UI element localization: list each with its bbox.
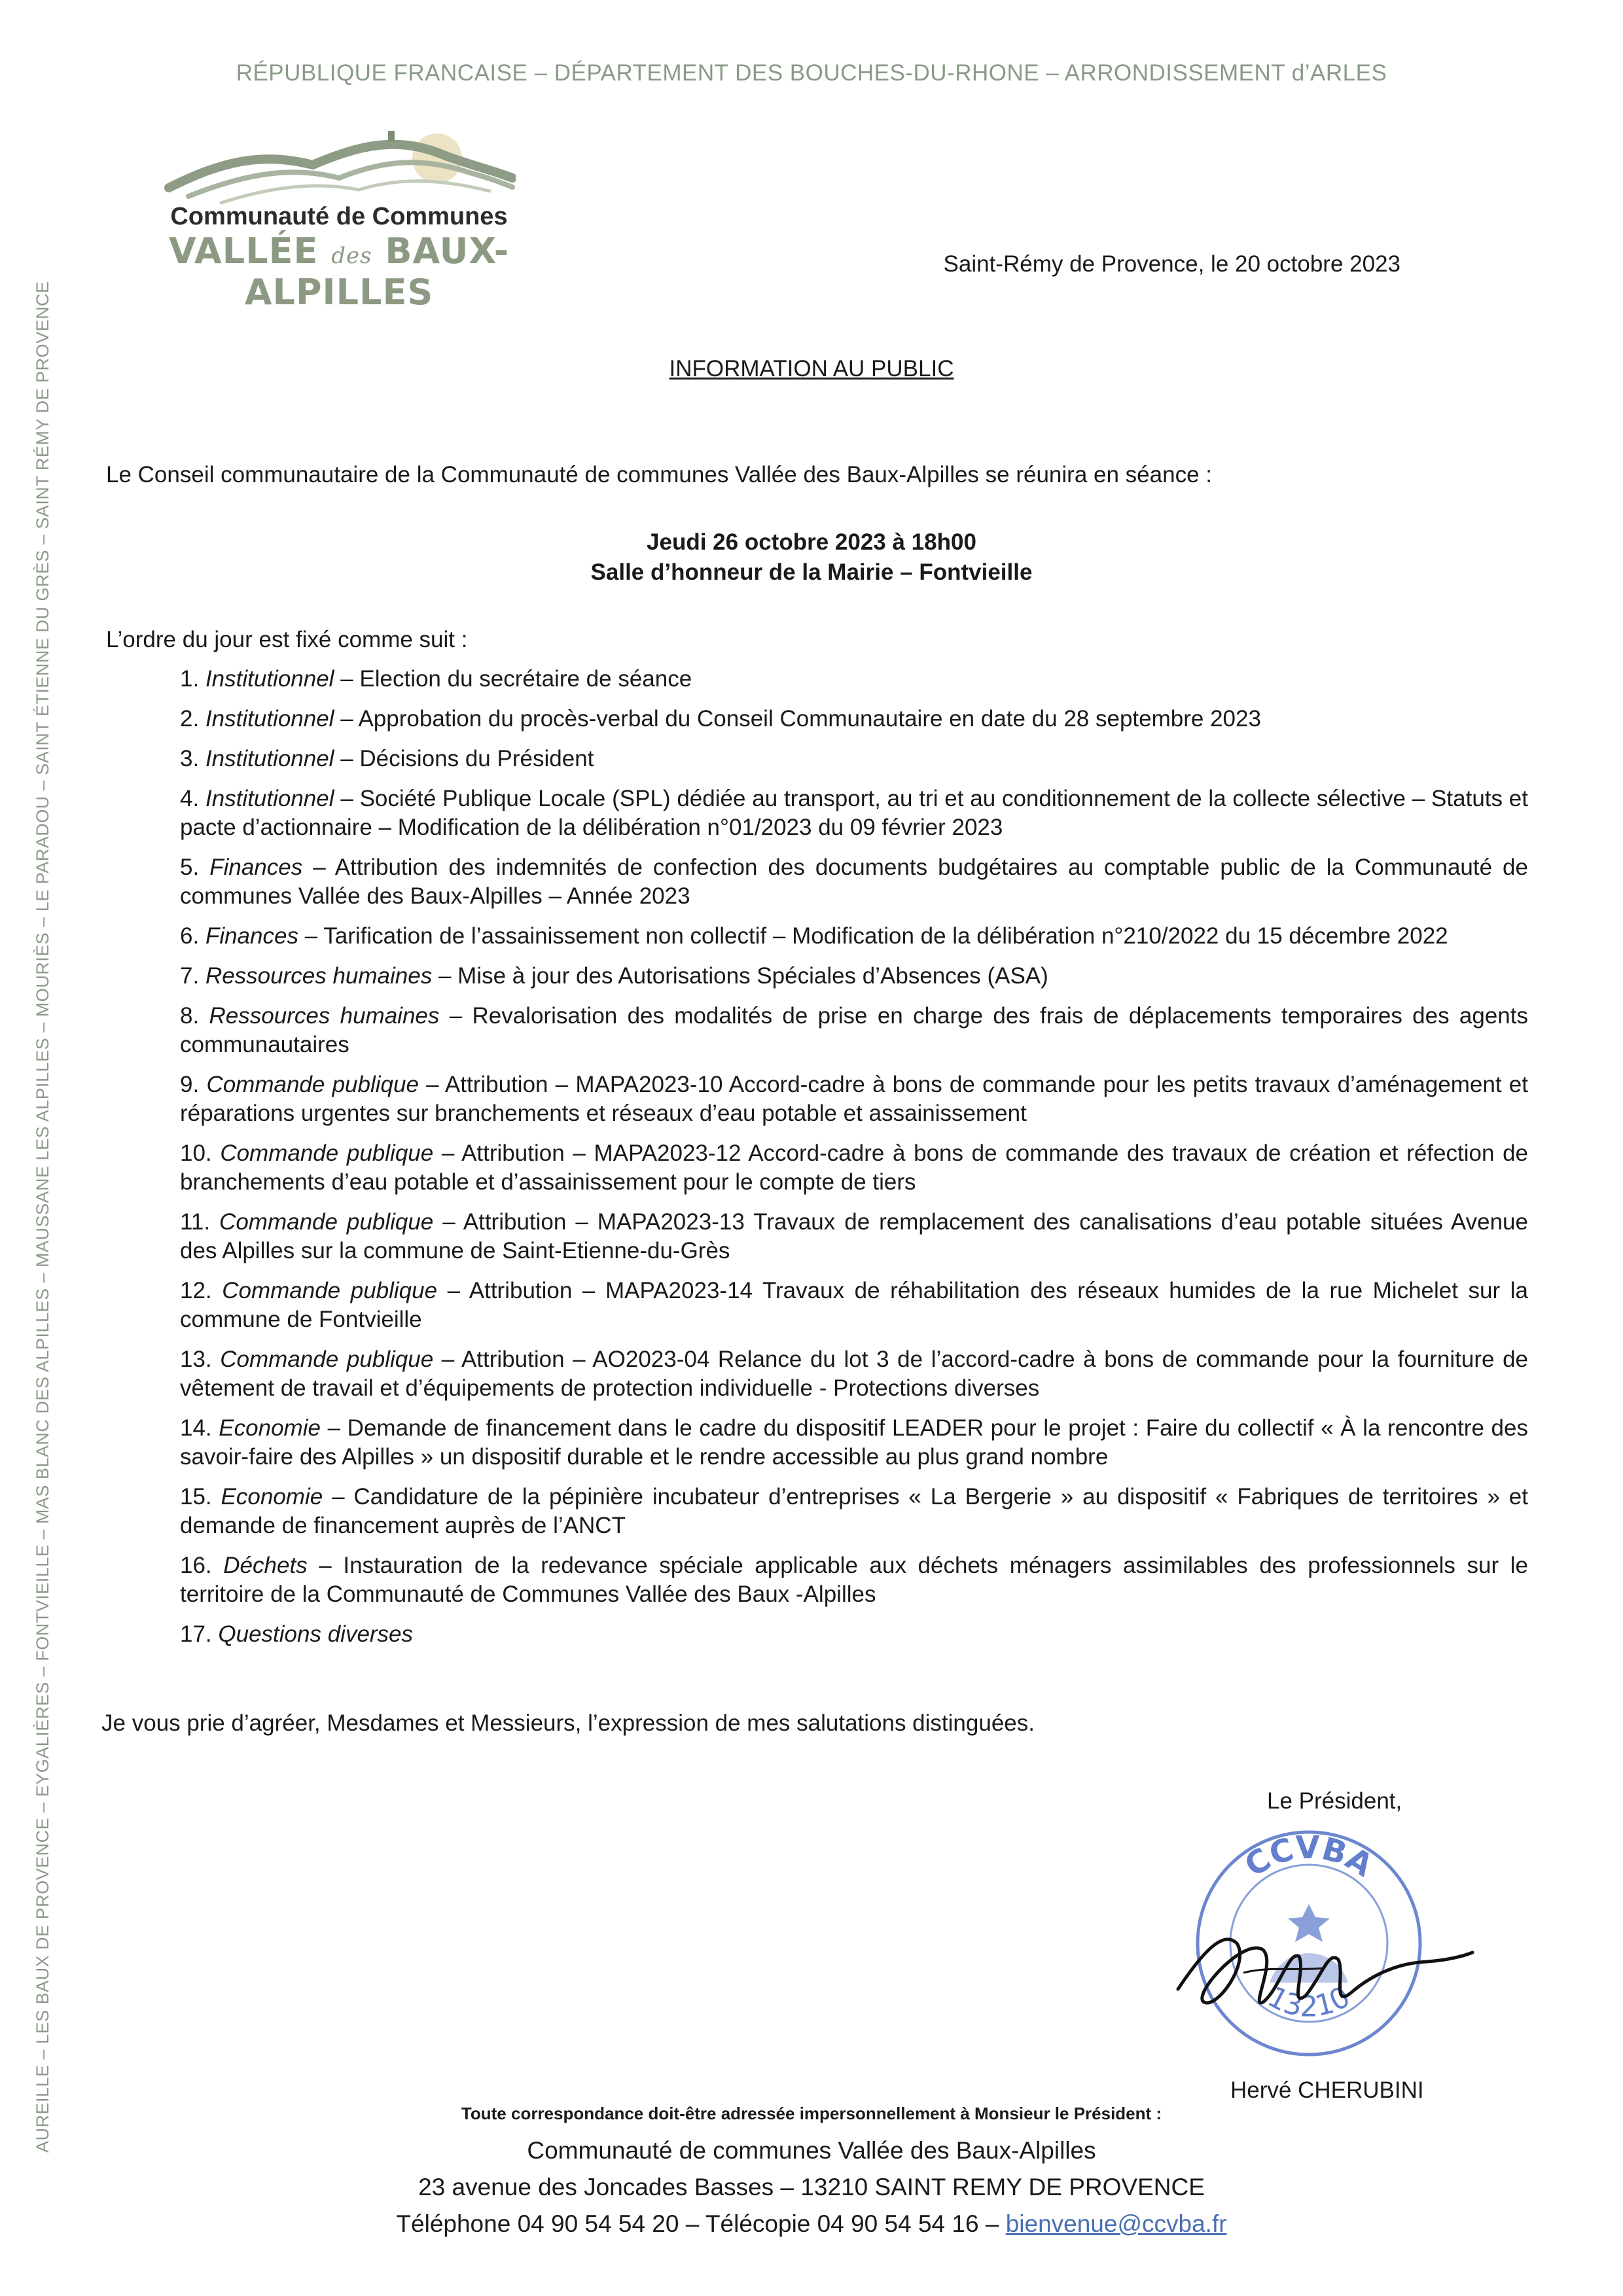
agenda-item-text: – Election du secrétaire de séance	[334, 666, 692, 692]
agenda-item-text: – Approbation du procès-verbal du Conseil Communautaire en date du 28 septembre 2023	[334, 706, 1261, 732]
meeting-venue: Salle d’honneur de la Mairie – Fontvieille	[590, 559, 1033, 585]
agenda-item-category: Questions diverses	[218, 1621, 414, 1647]
closing-text: Je vous prie d’agréer, Mesdames et Messieurs, l’expression de mes salutations distinguées.	[101, 1710, 1035, 1736]
intro-text: Le Conseil communautaire de la Communauté de communes Vallée des Baux-Alpilles se réunira en séance :	[106, 462, 1212, 487]
agenda-item-number: 11.	[180, 1209, 211, 1235]
agenda-item-number: 14.	[180, 1415, 212, 1441]
agenda-item-text: – Mise à jour des Autorisations Spéciales d’Absences (ASA)	[432, 963, 1048, 989]
agenda-item	[180, 1002, 1528, 1059]
footer-phone: Téléphone 04 90 54 54 20 – Télécopie 04 90 54 54 16 –	[396, 2210, 1006, 2237]
meeting-info	[0, 527, 1623, 588]
agenda-item	[180, 1277, 1528, 1334]
agenda-item	[180, 1620, 1528, 1649]
agenda-item	[180, 1070, 1528, 1128]
agenda-item-category: Finances	[205, 923, 298, 949]
agenda-item-text: – Décisions du Président	[334, 746, 594, 771]
logo-line-1: Communauté de Communes	[170, 203, 508, 230]
logo	[162, 126, 516, 313]
agenda-item-number: 13.	[180, 1347, 212, 1372]
agenda-item	[180, 705, 1528, 733]
agenda-item-number: 2.	[180, 706, 200, 732]
agenda-item	[180, 785, 1528, 842]
agenda-item-number: 3.	[180, 746, 200, 771]
president-name: Hervé CHERUBINI	[1230, 2077, 1424, 2103]
agenda-item-text: – Attribution – AO2023-04 Relance du lot 3 de l’accord-cadre à bons de commande pour la fourniture de vêtement de travail et d’équipements de protection individuelle - Protections diverses	[180, 1347, 1529, 1401]
notice-title: INFORMATION AU PUBLIC	[669, 356, 954, 381]
agenda-item-text: – Demande de financement dans le cadre du dispositif LEADER pour le projet : Faire du collectif « À la rencontre des savoir-faire des Alpilles » un dispositif durable et le rendre accessible au plus grand nombre	[180, 1415, 1528, 1470]
member-communes-sidebar: AUREILLE – LES BAUX DE PROVENCE – EYGALIÈRES – FONTVIEILLE – MAS BLANC DES ALPILLES – MAUSSANE LES ALPILLES – MOURIÈS – LE PARADOU – SAINT ÉTIENNE DU GRÈS – SAINT RÉMY DE PROVENCE	[33, 281, 52, 2153]
agenda-item-category: Economie	[221, 1484, 323, 1510]
agenda-item-category: Commande publique	[219, 1209, 434, 1235]
logo-des: des	[331, 243, 372, 269]
logo-mountains-icon	[162, 126, 516, 211]
agenda-item	[180, 962, 1528, 991]
agenda-item	[180, 1483, 1528, 1540]
agenda-item-category: Institutionnel	[205, 706, 334, 732]
agenda-item	[180, 1139, 1528, 1197]
agenda-item-category: Déchets	[223, 1553, 308, 1578]
footer-line-2: Communauté de communes Vallée des Baux-Alpilles	[527, 2137, 1096, 2164]
agenda-item-category: Institutionnel	[205, 786, 334, 811]
agenda-item-number: 17.	[180, 1621, 212, 1647]
agenda-item-number: 8.	[180, 1003, 200, 1029]
agenda-list	[180, 665, 1528, 1660]
agenda-item-number: 10.	[180, 1140, 212, 1166]
agenda-item-text: – Attribution des indemnités de confection des documents budgétaires au comptable public de la Communauté de communes Vallée des Baux-Alpilles – Année 2023	[180, 855, 1528, 909]
agenda-item-number: 7.	[180, 963, 200, 989]
agenda-item-text: – Société Publique Locale (SPL) dédiée au transport, au tri et au conditionnement de la collecte sélective – Statuts et pacte d’actionnaire – Modification de la délibération n°01/2023 du 09 février 2023	[180, 786, 1528, 840]
stamp-bottom-text: 13210	[1262, 1980, 1356, 2024]
logo-vallee: VALLÉE	[168, 230, 319, 272]
agenda-item	[180, 1414, 1528, 1472]
agenda-item-category: Commande publique	[220, 1347, 434, 1372]
agenda-item-text: – Tarification de l’assainissement non collectif – Modification de la délibération n°210/2022 du 15 décembre 2022	[298, 923, 1448, 949]
agenda-intro: L’ordre du jour est fixé comme suit :	[106, 627, 468, 652]
agenda-item	[180, 1208, 1528, 1265]
agenda-item-number: 16.	[180, 1553, 212, 1578]
agenda-item-text: – Candidature de la pépinière incubateur d’entreprises « La Bergerie » au dispositif « Fabriques de territoires » et demande de financement auprès de l’ANCT	[180, 1484, 1528, 1538]
agenda-item-category: Institutionnel	[205, 746, 334, 771]
agenda-item-number: 1.	[180, 666, 200, 692]
footer-line-3: 23 avenue des Joncades Basses – 13210 SAINT REMY DE PROVENCE	[418, 2174, 1205, 2200]
agenda-item-category: Ressources humaines	[205, 963, 433, 989]
agenda-item-category: Institutionnel	[205, 666, 334, 692]
agenda-item	[180, 853, 1528, 911]
agenda-item	[180, 745, 1528, 773]
header-title: RÉPUBLIQUE FRANCAISE – DÉPARTEMENT DES BOUCHES-DU-RHONE – ARRONDISSEMENT d’ARLES	[236, 60, 1387, 86]
agenda-item	[180, 1551, 1528, 1609]
president-label: Le Président,	[1267, 1788, 1402, 1814]
agenda-item	[180, 665, 1528, 694]
agenda-item-number: 9.	[180, 1072, 200, 1097]
agenda-item-number: 6.	[180, 923, 200, 949]
footer-line-4	[0, 2210, 1623, 2238]
agenda-item-category: Ressources humaines	[209, 1003, 440, 1029]
agenda-item-category: Commande publique	[222, 1278, 438, 1303]
agenda-item-number: 4.	[180, 786, 200, 811]
agenda-item	[180, 922, 1528, 951]
svg-text:CCVBA	[1238, 1829, 1379, 1884]
logo-baux-alpilles: BAUX-ALPILLES	[244, 230, 510, 313]
agenda-item-text: – Revalorisation des modalités de prise en charge des frais de déplacements temporaires des agents communautaires	[180, 1003, 1528, 1057]
stamp-top-text: CCVBA	[1238, 1829, 1380, 1884]
agenda-item-category: Economie	[219, 1415, 321, 1441]
footer-email-link[interactable]: bienvenue@ccvba.fr	[1005, 2210, 1227, 2237]
signature-icon	[1165, 1911, 1479, 2015]
agenda-item-text: – Attribution – MAPA2023-10 Accord-cadre à bons de commande pour les petits travaux d’aménagement et réparations urgentes sur branchements et réseaux d’eau potable et assainissement	[180, 1072, 1528, 1126]
agenda-item-category: Commande publique	[220, 1140, 434, 1166]
meeting-date: Jeudi 26 octobre 2023 à 18h00	[647, 529, 976, 555]
agenda-item-text: – Attribution – MAPA2023-13 Travaux de remplacement des canalisations d’eau potable situées Avenue des Alpilles sur la commune de Saint-Etienne-du-Grès	[180, 1209, 1528, 1263]
agenda-item-number: 12.	[180, 1278, 212, 1303]
agenda-item-text: – Attribution – MAPA2023-14 Travaux de réhabilitation des réseaux humides de la rue Michelet sur la commune de Fontvieille	[180, 1278, 1528, 1332]
agenda-item-text: – Instauration de la redevance spéciale applicable aux déchets ménagers assimilables des professionnels sur le territoire de la Communauté de Communes Vallée des Baux -Alpilles	[180, 1553, 1528, 1607]
agenda-item-number: 5.	[180, 855, 200, 880]
agenda-item	[180, 1345, 1528, 1403]
agenda-item-text: – Attribution – MAPA2023-12 Accord-cadre à bons de commande des travaux de création et réfection de branchements d’eau potable et d’assainissement pour le compte de tiers	[180, 1140, 1528, 1195]
agenda-item-category: Commande publique	[206, 1072, 419, 1097]
footer	[0, 2104, 1623, 2238]
agenda-item-category: Finances	[209, 855, 303, 880]
agenda-item-number: 15.	[180, 1484, 212, 1510]
place-date: Saint-Rémy de Provence, le 20 octobre 2023	[943, 251, 1400, 277]
logo-line-2	[162, 230, 516, 313]
footer-line-1: Toute correspondance doit-être adressée impersonnellement à Monsieur le Président :	[461, 2104, 1162, 2123]
